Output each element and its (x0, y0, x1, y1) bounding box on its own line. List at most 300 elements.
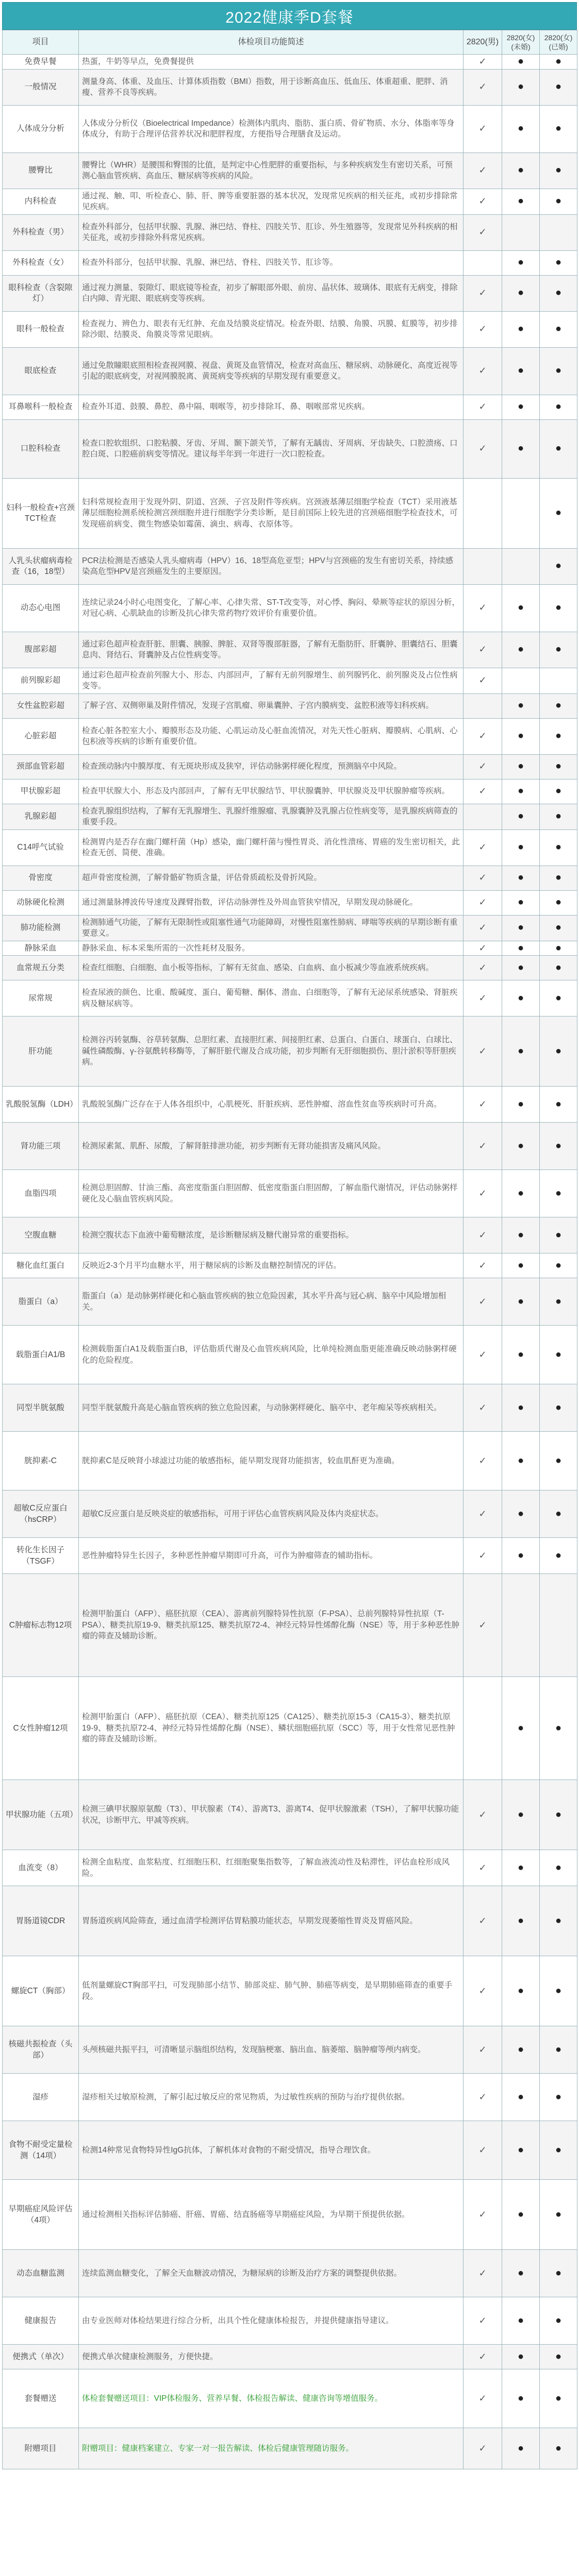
item-description: 检查甲状腺大小、形态及内部回声，了解有无甲状腺结节、甲状腺囊肿、甲状腺炎及甲状腺肿瘤等疾病。 (79, 779, 464, 804)
item-name: 内科检查 (3, 189, 79, 214)
item-name: 便携式（单次） (3, 2345, 79, 2369)
table-row (3, 956, 577, 980)
item-name: 妇科一般检查+宫颈TCT检查 (3, 478, 79, 548)
included-dot-female-unmarried: ● (502, 2297, 540, 2345)
item-description: 人体成分分析仪（Bioelectrical Impedance）检测体内肌肉、脂肪、蛋白质、骨矿物质、水分、体脂率等身体成分，有助于合理评估营养状况和肥胖程度，方便指导合理膳食及运动。 (79, 105, 464, 152)
item-name: 转化生长因子（TSGF） (3, 1538, 79, 1574)
included-dot-female-unmarried: ● (502, 1384, 540, 1432)
item-name: 胱抑素-C (3, 1432, 79, 1490)
package-sheet (2, 2, 577, 2469)
item-name: 心脏彩超 (3, 718, 79, 754)
item-description: 检测尿素氮、肌酐、尿酸，了解肾脏排泄功能，初步判断有无肾功能损害及痛风风险。 (79, 1123, 464, 1170)
included-dot-female-married: ● (540, 347, 577, 395)
table-row (3, 1087, 577, 1123)
table-row (3, 2250, 577, 2297)
check-mark-male: ✓ (464, 866, 502, 890)
included-dot-female-unmarried: ● (502, 1956, 540, 2026)
table-row (3, 866, 577, 890)
included-dot-female-unmarried: ● (502, 693, 540, 718)
table-row (3, 419, 577, 478)
included-dot-female-married: ● (540, 1170, 577, 1217)
table-row (3, 548, 577, 584)
included-dot-female-married: ● (540, 1278, 577, 1326)
item-name: 人体成分分析 (3, 105, 79, 152)
check-mark-male: ✓ (464, 69, 502, 105)
included-dot-female-married: ● (540, 941, 577, 956)
table-row (3, 2074, 577, 2121)
included-dot-female-unmarried: ● (502, 890, 540, 915)
item-name: 肾功能三项 (3, 1123, 79, 1170)
item-description: 检测肺通气功能，了解有无限制性或阻塞性通气功能障碍，对慢性阻塞性肺病、哮喘等疾病的早期诊断有重要意义。 (79, 915, 464, 941)
table-row (3, 55, 577, 70)
item-name: 动脉硬化检测 (3, 890, 79, 915)
table-row (3, 1278, 577, 1326)
item-name: 湿疹 (3, 2074, 79, 2121)
included-dot-female-unmarried: ● (502, 1326, 540, 1384)
item-name: 骨密度 (3, 866, 79, 890)
table-row (3, 980, 577, 1016)
included-dot-female-married: ● (540, 395, 577, 419)
included-dot-female-unmarried: ● (502, 69, 540, 105)
included-dot-female-married: ● (540, 1384, 577, 1432)
check-mark-male (464, 693, 502, 718)
check-mark-male: ✓ (464, 1326, 502, 1384)
item-description: 恶性肿瘤特异生长因子，多种恶性肿瘤早期即可升高，可作为肿瘤筛查的辅助指标。 (79, 1538, 464, 1574)
table-row (3, 189, 577, 214)
item-name: 颈部血管彩超 (3, 754, 79, 779)
check-mark-male: ✓ (464, 214, 502, 250)
table-row (3, 214, 577, 250)
check-mark-male: ✓ (464, 2026, 502, 2074)
included-dot-female-unmarried (502, 668, 540, 693)
check-mark-male: ✓ (464, 1780, 502, 1850)
included-dot-female-unmarried: ● (502, 2428, 540, 2469)
included-dot-female-married: ● (540, 548, 577, 584)
item-description: 检查外科部分，包括甲状腺、乳腺、淋巴结、脊柱、四肢关节、肛诊等。 (79, 250, 464, 275)
included-dot-female-unmarried: ● (502, 1432, 540, 1490)
included-dot-female-married: ● (540, 1123, 577, 1170)
item-name: 口腔科检查 (3, 419, 79, 478)
check-mark-male: ✓ (464, 1886, 502, 1956)
item-description: 体检套餐赠送项目：VIP体检服务、营养早餐、体检报告解读、健康咨询等增值服务。 (79, 2369, 464, 2428)
item-name: 载脂蛋白A1/B (3, 1326, 79, 1384)
item-description: 检查乳腺组织结构，了解有无乳腺增生、乳腺纤维腺瘤、乳腺囊肿及乳腺占位性病变等，是乳腺疾病筛查的重要手段。 (79, 804, 464, 829)
item-description: 检查尿液的颜色、比重、酸碱度、蛋白、葡萄糖、酮体、潜血、白细胞等，了解有无泌尿系统感染、肾脏疾病及糖尿病等。 (79, 980, 464, 1016)
item-name: 血常规五分类 (3, 956, 79, 980)
included-dot-female-unmarried: ● (502, 1780, 540, 1850)
page-title: 2022健康季D套餐 (2, 2, 577, 30)
item-description: 通过彩色超声检查前列腺大小、形态、内部回声，了解有无前列腺增生、前列腺钙化、前列腺炎及占位性病变等。 (79, 668, 464, 693)
item-name: 同型半胱氨酸 (3, 1384, 79, 1432)
check-mark-male: ✓ (464, 668, 502, 693)
included-dot-female-unmarried: ● (502, 347, 540, 395)
check-mark-male: ✓ (464, 980, 502, 1016)
table-row (3, 2297, 577, 2345)
table-row (3, 1432, 577, 1490)
included-dot-female-married: ● (540, 2026, 577, 2074)
item-description: 检测总胆固醇、甘油三酯、高密度脂蛋白胆固醇、低密度脂蛋白胆固醇，了解血脂代谢情况，评估动脉粥样硬化及心脑血管疾病风险。 (79, 1170, 464, 1217)
item-description: 检测甲胎蛋白（AFP）、癌胚抗原（CEA）、糖类抗原125（CA125）、糖类抗原15-3（CA15-3）、糖类抗原19-9、糖类抗原72-4、神经元特异性烯醇化酶（NSE）、鳞状细胞癌抗原（SCC）等，用于女性常见恶性肿瘤的筛查及辅助诊断。 (79, 1677, 464, 1780)
table-row (3, 1538, 577, 1574)
included-dot-female-married: ● (540, 2428, 577, 2469)
table-row (3, 804, 577, 829)
check-mark-male: ✓ (464, 890, 502, 915)
check-mark-male: ✓ (464, 1384, 502, 1432)
included-dot-female-unmarried: ● (502, 718, 540, 754)
included-dot-female-unmarried: ● (502, 1538, 540, 1574)
included-dot-female-unmarried: ● (502, 980, 540, 1016)
table-row (3, 584, 577, 632)
included-dot-female-married: ● (540, 632, 577, 668)
header-female-unmarried: 2820(女)(未婚) (502, 30, 540, 55)
table-row (3, 152, 577, 189)
item-description: 检测空腹状态下血液中葡萄糖浓度，是诊断糖尿病及糖代谢异常的重要指标。 (79, 1217, 464, 1253)
item-name: 耳鼻喉科一般检查 (3, 395, 79, 419)
item-description: 通过彩色超声检查肝脏、胆囊、胰腺、脾脏、双肾等腹部脏器，了解有无脂肪肝、肝囊肿、胆囊结石、胆囊息肉、肾结石、肾囊肿及占位性病变等。 (79, 632, 464, 668)
check-mark-male: ✓ (464, 584, 502, 632)
included-dot-female-unmarried: ● (502, 2345, 540, 2369)
table-row (3, 2026, 577, 2074)
package-table (2, 30, 577, 2469)
check-mark-male: ✓ (464, 956, 502, 980)
included-dot-female-married: ● (540, 1850, 577, 1886)
check-mark-male: ✓ (464, 419, 502, 478)
item-name: 糖化血红蛋白 (3, 1253, 79, 1278)
item-name: 外科检查（男） (3, 214, 79, 250)
included-dot-female-unmarried: ● (502, 2121, 540, 2180)
item-description: 检查外科部分，包括甲状腺、乳腺、淋巴结、脊柱、四肢关节、肛诊、外生殖器等，发现常见外科疾病的相关征兆，或初步排除外科常见疾病。 (79, 214, 464, 250)
table-row (3, 890, 577, 915)
check-mark-male: ✓ (464, 2345, 502, 2369)
item-description: 头颅核磁共振平扫，可清晰显示脑组织结构，发现脑梗塞、脑出血、脑萎缩、脑肿瘤等颅内病变。 (79, 2026, 464, 2074)
check-mark-male (464, 804, 502, 829)
check-mark-male: ✓ (464, 718, 502, 754)
table-row (3, 1326, 577, 1384)
item-name: 螺旋CT（胸部） (3, 1956, 79, 2026)
included-dot-female-unmarried: ● (502, 1278, 540, 1326)
included-dot-female-unmarried: ● (502, 1253, 540, 1278)
item-name: 腹部彩超 (3, 632, 79, 668)
included-dot-female-married: ● (540, 105, 577, 152)
included-dot-female-unmarried: ● (502, 1087, 540, 1123)
item-description: 超声骨密度检测，了解骨骼矿物质含量，评估骨质疏松及骨折风险。 (79, 866, 464, 890)
item-name: 尿常规 (3, 980, 79, 1016)
item-name: 乳腺彩超 (3, 804, 79, 829)
item-description: 静脉采血、标本采集所需的一次性耗材及服务。 (79, 941, 464, 956)
item-name: 动态心电图 (3, 584, 79, 632)
header-male: 2820(男) (464, 30, 502, 55)
item-description: 检测三碘甲状腺原氨酸（T3）、甲状腺素（T4）、游离T3、游离T4、促甲状腺激素（TSH），了解甲状腺功能状况，诊断甲亢、甲减等疾病。 (79, 1780, 464, 1850)
included-dot-female-married: ● (540, 1956, 577, 2026)
table-row (3, 2428, 577, 2469)
item-description: 了解子宫、双侧卵巢及附件情况，发现子宫肌瘤、卵巢囊肿、子宫内膜病变、盆腔积液等妇科疾病。 (79, 693, 464, 718)
table-row (3, 347, 577, 395)
included-dot-female-unmarried: ● (502, 1123, 540, 1170)
item-description: 便携式单次健康检测服务，方便快捷。 (79, 2345, 464, 2369)
item-description: 腰臀比（WHR）是腰围和臀围的比值，是判定中心性肥胖的重要指标，与多种疾病发生有密切关系，可预测心脑血管疾病、高血压、糖尿病等疾病的风险。 (79, 152, 464, 189)
included-dot-female-married: ● (540, 1780, 577, 1850)
item-description: 湿疹相关过敏原检测，了解引起过敏反应的常见物质，为过敏性疾病的预防与治疗提供依据。 (79, 2074, 464, 2121)
check-mark-male: ✓ (464, 152, 502, 189)
header-desc: 体检项目功能简述 (79, 30, 464, 55)
included-dot-female-unmarried (502, 478, 540, 548)
item-description: 由专业医师对体检结果进行综合分析，出具个性化健康体检报告，并提供健康指导建议。 (79, 2297, 464, 2345)
item-description: 检查红细胞、白细胞、血小板等指标，了解有无贫血、感染、白血病、血小板减少等血液系统疾病。 (79, 956, 464, 980)
item-name: 眼科检查（含裂隙灯） (3, 275, 79, 311)
included-dot-female-unmarried: ● (502, 632, 540, 668)
item-description: 妇科常规检查用于发现外阴、阴道、宫颈、子宫及附件等疾病。宫颈液基薄层细胞学检查（TCT）采用液基薄层细胞检测系统检测宫颈细胞并进行细胞学分类诊断，是目前国际上较先进的宫颈癌细胞学检查技术，可发现癌前病变、微生物感染如霉菌、滴虫、病毒、衣原体等。 (79, 478, 464, 548)
included-dot-female-unmarried: ● (502, 915, 540, 941)
included-dot-female-married: ● (540, 1217, 577, 1253)
included-dot-female-unmarried: ● (502, 866, 540, 890)
check-mark-male: ✓ (464, 632, 502, 668)
check-mark-male: ✓ (464, 1956, 502, 2026)
item-description: 乳酸脱氢酶广泛存在于人体各组织中，心肌梗死、肝脏疾病、恶性肿瘤、溶血性贫血等疾病时可升高。 (79, 1087, 464, 1123)
item-description: 检测甲胎蛋白（AFP）、癌胚抗原（CEA）、游离前列腺特异性抗原（F-PSA）、总前列腺特异性抗原（T-PSA）、糖类抗原19-9、糖类抗原125、糖类抗原72-4、神经元特异性烯醇化酶（NSE）等，用于多种恶性肿瘤的筛查及辅助诊断。 (79, 1574, 464, 1677)
included-dot-female-married: ● (540, 915, 577, 941)
table-row (3, 1780, 577, 1850)
table-row (3, 693, 577, 718)
check-mark-male: ✓ (464, 2121, 502, 2180)
item-description: 通过检测相关指标评估肺癌、肝癌、胃癌、结直肠癌等早期癌症风险，为早期干预提供依据。 (79, 2180, 464, 2250)
included-dot-female-married: ● (540, 584, 577, 632)
included-dot-female-unmarried: ● (502, 779, 540, 804)
check-mark-male: ✓ (464, 1253, 502, 1278)
check-mark-male (464, 478, 502, 548)
included-dot-female-unmarried: ● (502, 1850, 540, 1886)
item-name: C肿瘤标志物12项 (3, 1574, 79, 1677)
check-mark-male: ✓ (464, 779, 502, 804)
included-dot-female-married: ● (540, 69, 577, 105)
included-dot-female-married: ● (540, 1677, 577, 1780)
included-dot-female-married: ● (540, 2074, 577, 2121)
item-name: 血流变（8） (3, 1850, 79, 1886)
included-dot-female-married: ● (540, 1253, 577, 1278)
included-dot-female-married: ● (540, 956, 577, 980)
included-dot-female-unmarried: ● (502, 754, 540, 779)
check-mark-male: ✓ (464, 311, 502, 347)
check-mark-male: ✓ (464, 754, 502, 779)
item-name: 早期癌症风险评估（4项） (3, 2180, 79, 2250)
table-header-row (3, 30, 577, 55)
check-mark-male: ✓ (464, 915, 502, 941)
item-name: 眼科一般检查 (3, 311, 79, 347)
item-description: 连续监测血糖变化，了解全天血糖波动情况，为糖尿病的诊断及治疗方案的调整提供依据。 (79, 2250, 464, 2297)
table-row (3, 1886, 577, 1956)
check-mark-male: ✓ (464, 2369, 502, 2428)
included-dot-female-unmarried: ● (502, 1016, 540, 1087)
item-name: 外科检查（女） (3, 250, 79, 275)
table-row (3, 250, 577, 275)
included-dot-female-unmarried: ● (502, 275, 540, 311)
table-row (3, 779, 577, 804)
included-dot-female-married: ● (540, 829, 577, 866)
item-description: 检查外耳道、鼓膜、鼻腔、鼻中隔、咽喉等，初步排除耳、鼻、咽喉部常见疾病。 (79, 395, 464, 419)
included-dot-female-married: ● (540, 1326, 577, 1384)
item-name: 眼底检查 (3, 347, 79, 395)
item-name: 一般情况 (3, 69, 79, 105)
item-name: 动态血糖监测 (3, 2250, 79, 2297)
included-dot-female-unmarried: ● (502, 956, 540, 980)
check-mark-male: ✓ (464, 1170, 502, 1217)
item-name: 甲状腺功能（五项） (3, 1780, 79, 1850)
check-mark-male (464, 250, 502, 275)
check-mark-male: ✓ (464, 941, 502, 956)
table-row (3, 632, 577, 668)
item-name: 乳酸脱氢酶（LDH） (3, 1087, 79, 1123)
table-row (3, 668, 577, 693)
included-dot-female-married: ● (540, 890, 577, 915)
included-dot-female-unmarried: ● (502, 1886, 540, 1956)
included-dot-female-married: ● (540, 1016, 577, 1087)
included-dot-female-unmarried: ● (502, 2250, 540, 2297)
included-dot-female-married: ● (540, 1490, 577, 1538)
check-mark-male (464, 548, 502, 584)
item-name: 健康报告 (3, 2297, 79, 2345)
check-mark-male: ✓ (464, 1087, 502, 1123)
included-dot-female-unmarried: ● (502, 250, 540, 275)
item-name: 静脉采血 (3, 941, 79, 956)
item-description: 检测14种常见食物特异性IgG抗体，了解机体对食物的不耐受情况，指导合理饮食。 (79, 2121, 464, 2180)
item-name: 人乳头状瘤病毒检查（16，18型） (3, 548, 79, 584)
check-mark-male: ✓ (464, 1490, 502, 1538)
included-dot-female-unmarried (502, 548, 540, 584)
check-mark-male: ✓ (464, 189, 502, 214)
item-name: 食物不耐受定量检测（14项） (3, 2121, 79, 2180)
table-row (3, 915, 577, 941)
table-row (3, 1677, 577, 1780)
table-row (3, 395, 577, 419)
item-name: 超敏C反应蛋白（hsCRP） (3, 1490, 79, 1538)
item-description: 低剂量螺旋CT胸部平扫，可发现肺部小结节、肺部炎症、肺气肿、肺癌等病变，是早期肺癌筛查的重要手段。 (79, 1956, 464, 2026)
item-description: 附赠项目：健康档案建立、专家一对一报告解读、体检后健康管理随访服务。 (79, 2428, 464, 2469)
check-mark-male: ✓ (464, 2428, 502, 2469)
included-dot-female-unmarried (502, 1574, 540, 1677)
check-mark-male: ✓ (464, 1016, 502, 1087)
included-dot-female-married: ● (540, 2345, 577, 2369)
check-mark-male: ✓ (464, 395, 502, 419)
table-row (3, 2369, 577, 2428)
check-mark-male: ✓ (464, 1278, 502, 1326)
table-row (3, 829, 577, 866)
included-dot-female-married: ● (540, 2369, 577, 2428)
included-dot-female-married: ● (540, 189, 577, 214)
item-description: 通过视、触、叩、听检查心、肺、肝、脾等重要脏器的基本状况，发现常见疾病的相关征兆，或初步排除常见疾病。 (79, 189, 464, 214)
header-item: 项目 (3, 30, 79, 55)
item-description: 胱抑素C是反映肾小球滤过功能的敏感指标，能早期发现肾功能损害，较血肌酐更为准确。 (79, 1432, 464, 1490)
table-row (3, 1123, 577, 1170)
item-description: 测量身高、体重、及血压、计算体质指数（BMI）指数，用于诊断高血压、低血压、体重超重、肥胖、消瘦、营养不良等疾病。 (79, 69, 464, 105)
item-name: 前列腺彩超 (3, 668, 79, 693)
included-dot-female-married: ● (540, 2250, 577, 2297)
check-mark-male: ✓ (464, 1574, 502, 1677)
included-dot-female-married: ● (540, 866, 577, 890)
table-row (3, 105, 577, 152)
item-description: 通过视力测量、裂隙灯、眼底镜等检查，初步了解眼部外眼、前房、晶状体、玻璃体、眼底有无病变，排除白内障、青光眼、眼底病变等疾病。 (79, 275, 464, 311)
included-dot-female-unmarried: ● (502, 395, 540, 419)
item-description: 连续记录24小时心电图变化，了解心率、心律失常、ST-T改变等，对心悸、胸闷、晕厥等症状的原因分析，对冠心病、心肌缺血的诊断及抗心律失常药物疗效评价有重要价值。 (79, 584, 464, 632)
item-description: 超敏C反应蛋白是反映炎症的敏感指标，可用于评估心血管疾病风险及体内炎症状态。 (79, 1490, 464, 1538)
table-row (3, 2121, 577, 2180)
included-dot-female-unmarried: ● (502, 2026, 540, 2074)
item-name: 肺功能检测 (3, 915, 79, 941)
table-row (3, 275, 577, 311)
included-dot-female-unmarried: ● (502, 152, 540, 189)
item-description: 反映近2-3个月平均血糖水平，用于糖尿病的诊断及血糖控制情况的评估。 (79, 1253, 464, 1278)
item-name: 腰臀比 (3, 152, 79, 189)
table-row (3, 1956, 577, 2026)
included-dot-female-married: ● (540, 693, 577, 718)
included-dot-female-married: ● (540, 804, 577, 829)
header-female-married: 2820(女)(已婚) (540, 30, 577, 55)
included-dot-female-married: ● (540, 1538, 577, 1574)
table-row (3, 941, 577, 956)
item-name: 附赠项目 (3, 2428, 79, 2469)
included-dot-female-unmarried: ● (502, 804, 540, 829)
included-dot-female-married: ● (540, 419, 577, 478)
item-description: 通过测量脉搏波传导速度及踝臂指数，评估动脉弹性及外周血管狭窄情况，早期发现动脉硬化。 (79, 890, 464, 915)
included-dot-female-unmarried: ● (502, 584, 540, 632)
table-row (3, 1384, 577, 1432)
included-dot-female-unmarried: ● (502, 1490, 540, 1538)
check-mark-male: ✓ (464, 2297, 502, 2345)
table-row (3, 311, 577, 347)
check-mark-male: ✓ (464, 105, 502, 152)
included-dot-female-unmarried: ● (502, 419, 540, 478)
item-description: 检查心脏各腔室大小、瓣膜形态及功能、心肌运动及心脏血流情况，对先天性心脏病、瓣膜病、心肌病、心包积液等疾病的诊断有重要价值。 (79, 718, 464, 754)
item-name: 套餐赠送 (3, 2369, 79, 2428)
item-name: 肝功能 (3, 1016, 79, 1087)
included-dot-female-married: ● (540, 718, 577, 754)
included-dot-female-married: ● (540, 2121, 577, 2180)
included-dot-female-married: ● (540, 1432, 577, 1490)
table-row (3, 754, 577, 779)
table-row (3, 718, 577, 754)
included-dot-female-unmarried: ● (502, 1217, 540, 1253)
included-dot-female-unmarried (502, 214, 540, 250)
included-dot-female-unmarried: ● (502, 2369, 540, 2428)
item-name: 甲状腺彩超 (3, 779, 79, 804)
table-row (3, 478, 577, 548)
item-description: 脂蛋白（a）是动脉粥样硬化和心脑血管疾病的独立危险因素，其水平升高与冠心病、脑卒中风险增加相关。 (79, 1278, 464, 1326)
check-mark-male: ✓ (464, 1217, 502, 1253)
table-row (3, 1217, 577, 1253)
included-dot-female-unmarried: ● (502, 2180, 540, 2250)
check-mark-male (464, 1677, 502, 1780)
table-row (3, 1490, 577, 1538)
check-mark-male: ✓ (464, 2250, 502, 2297)
table-row (3, 1170, 577, 1217)
included-dot-female-married (540, 1574, 577, 1677)
included-dot-female-married: ● (540, 250, 577, 275)
included-dot-female-married: ● (540, 1087, 577, 1123)
included-dot-female-unmarried: ● (502, 1677, 540, 1780)
included-dot-female-married: ● (540, 2297, 577, 2345)
included-dot-female-married: ● (540, 2180, 577, 2250)
item-description: 检查视力、辨色力、眼表有无红肿、充血及结膜炎症情况。检查外眼、结膜、角膜、巩膜、虹膜等，初步排除沙眼、结膜炎、角膜炎等常见眼病。 (79, 311, 464, 347)
included-dot-female-unmarried: ● (502, 105, 540, 152)
item-description: 通过免散瞳眼底照相检查视网膜、视盘、黄斑及血管情况，检查对高血压、糖尿病、动脉硬化、高度近视等引起的眼底病变，对视网膜脱离、黄斑病变等疾病的早期发现有重要意义。 (79, 347, 464, 395)
item-description: 检查口腔软组织、口腔粘膜、牙齿、牙周、颞下颌关节，了解有无龋齿、牙周病、牙齿缺失、口腔溃疡、口腔白斑、口腔癌前病变等情况。建议每半年到一年进行一次口腔检查。 (79, 419, 464, 478)
item-description: 检测全血粘度、血浆粘度、红细胞压积、红细胞聚集指数等，了解血液流动性及粘滞性，评估血栓形成风险。 (79, 1850, 464, 1886)
item-name: 脂蛋白（a） (3, 1278, 79, 1326)
included-dot-female-unmarried: ● (502, 189, 540, 214)
included-dot-female-married: ● (540, 1886, 577, 1956)
item-name: 女性盆腔彩超 (3, 693, 79, 718)
item-description: 胃肠道疾病风险筛查，通过血清学检测评估胃粘膜功能状态，早期发现萎缩性胃炎及胃癌风险。 (79, 1886, 464, 1956)
item-description: 同型半胱氨酸升高是心脑血管疾病的独立危险因素，与动脉粥样硬化、脑卒中、老年痴呆等疾病相关。 (79, 1384, 464, 1432)
table-row (3, 1850, 577, 1886)
